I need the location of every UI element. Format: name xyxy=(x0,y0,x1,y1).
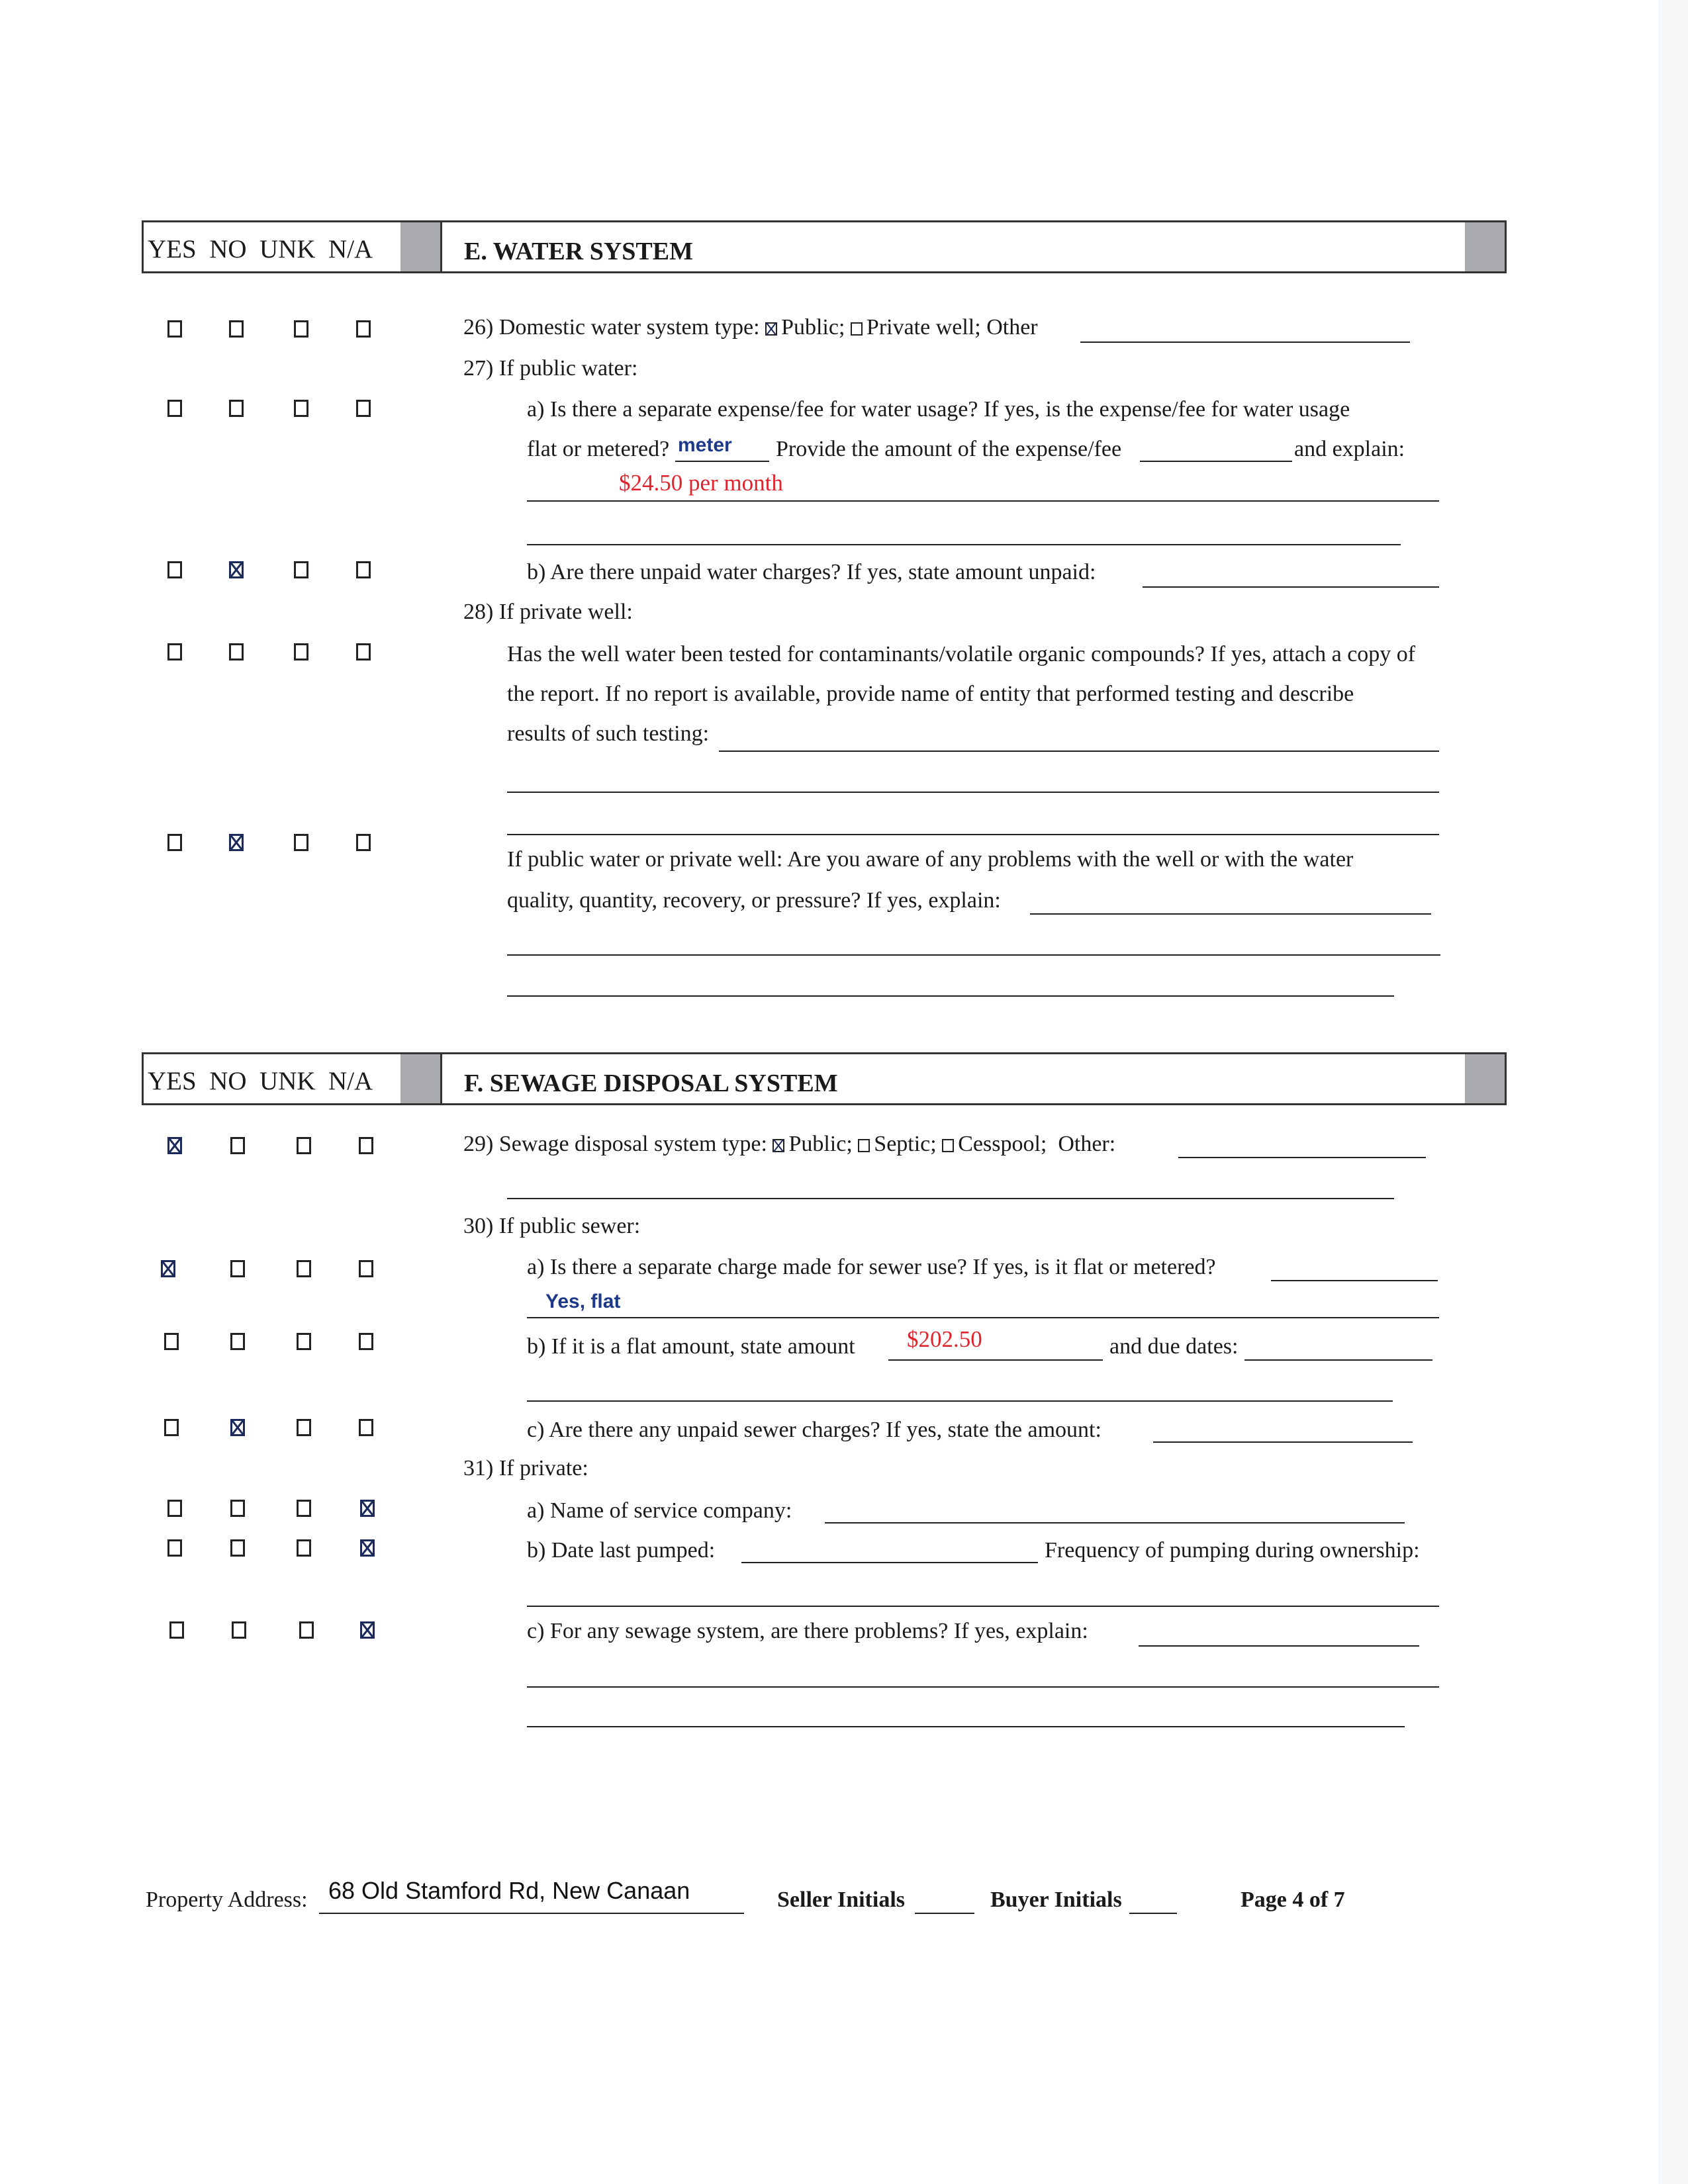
col-yes: YES xyxy=(148,235,197,263)
q31a-na-checkbox[interactable] xyxy=(360,1500,375,1517)
q30b-dates-line2[interactable] xyxy=(527,1400,1393,1402)
q28b-line1: If public water or private well: Are you aware of any problems with the well or with the water xyxy=(507,847,1354,872)
q31b-no-checkbox[interactable] xyxy=(230,1539,245,1557)
q27a-explain-line1[interactable] xyxy=(527,500,1439,502)
q28-line1: Has the well water been tested for contaminants/volatile organic compounds? If yes, attach a copy of xyxy=(507,642,1416,666)
q30a-yes-checkbox[interactable] xyxy=(161,1260,175,1277)
private-well-checkbox[interactable] xyxy=(851,322,863,336)
q30b-text-b: and due dates: xyxy=(1109,1334,1239,1359)
q31-text: 31) If private: xyxy=(463,1456,588,1480)
q29-other-line[interactable] xyxy=(1178,1157,1426,1158)
property-address-line[interactable] xyxy=(319,1913,744,1914)
q27a-fee-line[interactable] xyxy=(1140,461,1292,462)
section-f-header xyxy=(142,1052,1507,1105)
q30-text: 30) If public sewer: xyxy=(463,1214,641,1238)
q30c-text: c) Are there any unpaid sewer charges? If yes, state the amount: xyxy=(527,1418,1102,1442)
q26-na-checkbox[interactable] xyxy=(356,320,371,338)
q31a-company-line[interactable] xyxy=(825,1522,1405,1524)
col-no: NO xyxy=(209,1067,247,1095)
q29-text: 29) Sewage disposal system type: Public; Septic; Cesspool; Other: xyxy=(463,1132,1116,1156)
q27a-yes-checkbox[interactable] xyxy=(167,400,182,417)
q28b-explain-line2[interactable] xyxy=(507,954,1440,956)
column-headers xyxy=(148,234,373,264)
q30c-no-checkbox[interactable] xyxy=(230,1419,245,1436)
q27a-explain-line2[interactable] xyxy=(527,544,1401,545)
q29-unk-checkbox[interactable] xyxy=(297,1137,311,1154)
q31c-explain-line2[interactable] xyxy=(527,1686,1439,1688)
property-address-value: 68 Old Stamford Rd, New Canaan xyxy=(328,1877,690,1904)
q30c-na-checkbox[interactable] xyxy=(359,1419,373,1436)
q31a-unk-checkbox[interactable] xyxy=(297,1500,311,1517)
page-edge xyxy=(1658,0,1688,2184)
q31b-yes-checkbox[interactable] xyxy=(167,1539,182,1557)
column-headers-f xyxy=(148,1066,373,1096)
public-water-checkbox[interactable] xyxy=(765,322,777,336)
q28b-explain-line3[interactable] xyxy=(507,995,1394,997)
q30b-amount-line[interactable] xyxy=(888,1359,1103,1361)
q30c-amount-line[interactable] xyxy=(1153,1441,1413,1443)
q28-text: 28) If private well: xyxy=(463,600,633,624)
q27a-na-checkbox[interactable] xyxy=(356,400,371,417)
q28-line2: the report. If no report is available, provide name of entity that performed testing and describe xyxy=(507,682,1354,706)
q30a-na-checkbox[interactable] xyxy=(359,1260,373,1277)
q29-yes-checkbox[interactable] xyxy=(167,1137,182,1154)
septic-checkbox[interactable] xyxy=(858,1139,870,1152)
q27a-no-checkbox[interactable] xyxy=(229,400,244,417)
q31b-na-checkbox[interactable] xyxy=(360,1539,375,1557)
q31b-unk-checkbox[interactable] xyxy=(297,1539,311,1557)
q28b-line2: quality, quantity, recovery, or pressure? If yes, explain: xyxy=(507,888,1001,913)
q28-unk-checkbox[interactable] xyxy=(294,643,308,660)
q30b-na-checkbox[interactable] xyxy=(359,1333,373,1350)
q26-other-line[interactable] xyxy=(1080,341,1410,343)
col-yes: YES xyxy=(148,1067,197,1095)
col-na: N/A xyxy=(328,1067,373,1095)
q31b-frequency-line[interactable] xyxy=(527,1606,1439,1607)
q30b-yes-checkbox[interactable] xyxy=(164,1333,179,1350)
q28b-unk-checkbox[interactable] xyxy=(294,834,308,851)
q28b-no-checkbox[interactable] xyxy=(229,834,244,851)
q28-testing-line1[interactable] xyxy=(719,751,1439,752)
page-number: Page 4 of 7 xyxy=(1241,1888,1345,1912)
q30a-text: a) Is there a separate charge made for sewer use? If yes, is it flat or metered? xyxy=(527,1255,1216,1279)
col-na: N/A xyxy=(328,235,373,263)
q31a-yes-checkbox[interactable] xyxy=(167,1500,182,1517)
q28-testing-line2[interactable] xyxy=(507,792,1439,793)
q27a-meter-answer: meter xyxy=(678,434,732,456)
q30c-yes-checkbox[interactable] xyxy=(164,1419,179,1436)
q31c-no-checkbox[interactable] xyxy=(232,1621,246,1639)
col-unk: UNK xyxy=(259,1067,316,1095)
q29-na-checkbox[interactable] xyxy=(359,1137,373,1154)
q27a-meter-line[interactable] xyxy=(675,461,769,462)
q31b-text-a: b) Date last pumped: xyxy=(527,1538,716,1563)
q27-text: 27) If public water: xyxy=(463,356,638,381)
buyer-initials-line[interactable] xyxy=(1129,1913,1177,1914)
q31a-text: a) Name of service company: xyxy=(527,1498,792,1523)
q31c-yes-checkbox[interactable] xyxy=(169,1621,184,1639)
q30a-unk-checkbox[interactable] xyxy=(297,1260,311,1277)
q29-no-checkbox[interactable] xyxy=(230,1137,245,1154)
q31c-na-checkbox[interactable] xyxy=(360,1621,375,1639)
q27a-line2a: flat or metered? xyxy=(527,437,670,461)
q27b-unk-checkbox[interactable] xyxy=(294,561,308,578)
public-sewer-checkbox[interactable] xyxy=(773,1139,784,1152)
q31c-explain-line3[interactable] xyxy=(527,1726,1405,1727)
q30b-dates-line[interactable] xyxy=(1244,1359,1432,1361)
buyer-initials-label: Buyer Initials xyxy=(990,1888,1122,1912)
q31b-date-line[interactable] xyxy=(741,1562,1038,1563)
q28b-yes-checkbox[interactable] xyxy=(167,834,182,851)
q31c-explain-line1[interactable] xyxy=(1139,1645,1419,1647)
q27b-na-checkbox[interactable] xyxy=(356,561,371,578)
q28-testing-line3[interactable] xyxy=(507,834,1439,835)
q30b-unk-checkbox[interactable] xyxy=(297,1333,311,1350)
q27b-yes-checkbox[interactable] xyxy=(167,561,182,578)
q30a-line2[interactable] xyxy=(527,1317,1439,1318)
col-no: NO xyxy=(209,235,247,263)
q28-line3: results of such testing: xyxy=(507,721,710,746)
q26-unk-checkbox[interactable] xyxy=(294,320,308,338)
q30b-no-checkbox[interactable] xyxy=(230,1333,245,1350)
q30a-answer: Yes, flat xyxy=(545,1291,621,1312)
q26-yes-checkbox[interactable] xyxy=(167,320,182,338)
q26-text: 26) Domestic water system type: Public; Private well; Other xyxy=(463,315,1038,340)
section-e-title: E. WATER SYSTEM xyxy=(464,238,693,265)
q31a-no-checkbox[interactable] xyxy=(230,1500,245,1517)
section-f-title: F. SEWAGE DISPOSAL SYSTEM xyxy=(464,1069,838,1097)
q31b-text-b: Frequency of pumping during ownership: xyxy=(1045,1538,1420,1563)
q30c-unk-checkbox[interactable] xyxy=(297,1419,311,1436)
q27a-unk-checkbox[interactable] xyxy=(294,400,308,417)
q28-yes-checkbox[interactable] xyxy=(167,643,182,660)
q28-no-checkbox[interactable] xyxy=(229,643,244,660)
seller-initials-line[interactable] xyxy=(915,1913,974,1914)
q31c-text: c) For any sewage system, are there problems? If yes, explain: xyxy=(527,1619,1088,1643)
q27b-amount-line[interactable] xyxy=(1143,586,1439,588)
q30b-amount-answer: $202.50 xyxy=(907,1326,982,1352)
q28-na-checkbox[interactable] xyxy=(356,643,371,660)
q27b-text: b) Are there unpaid water charges? If yes, state amount unpaid: xyxy=(527,560,1096,584)
section-e-header xyxy=(142,220,1507,273)
property-address-label: Property Address: xyxy=(146,1888,308,1912)
q27a-line1: a) Is there a separate expense/fee for water usage? If yes, is the expense/fee for water usage xyxy=(527,397,1350,422)
q27a-line2c: and explain: xyxy=(1294,437,1405,461)
q28b-explain-line1[interactable] xyxy=(1030,913,1431,915)
q26-no-checkbox[interactable] xyxy=(229,320,244,338)
q28b-na-checkbox[interactable] xyxy=(356,834,371,851)
seller-initials-label: Seller Initials xyxy=(777,1888,905,1912)
q31c-unk-checkbox[interactable] xyxy=(299,1621,314,1639)
q27a-line2b: Provide the amount of the expense/fee xyxy=(776,437,1122,461)
col-unk: UNK xyxy=(259,235,316,263)
q27b-no-checkbox[interactable] xyxy=(229,561,244,578)
q30a-line1[interactable] xyxy=(1271,1280,1438,1281)
cesspool-checkbox[interactable] xyxy=(942,1139,954,1152)
q27a-explain-answer: $24.50 per month xyxy=(619,470,783,496)
q30a-no-checkbox[interactable] xyxy=(230,1260,245,1277)
q29-other-line2[interactable] xyxy=(507,1198,1394,1199)
q30b-text-a: b) If it is a flat amount, state amount xyxy=(527,1334,855,1359)
